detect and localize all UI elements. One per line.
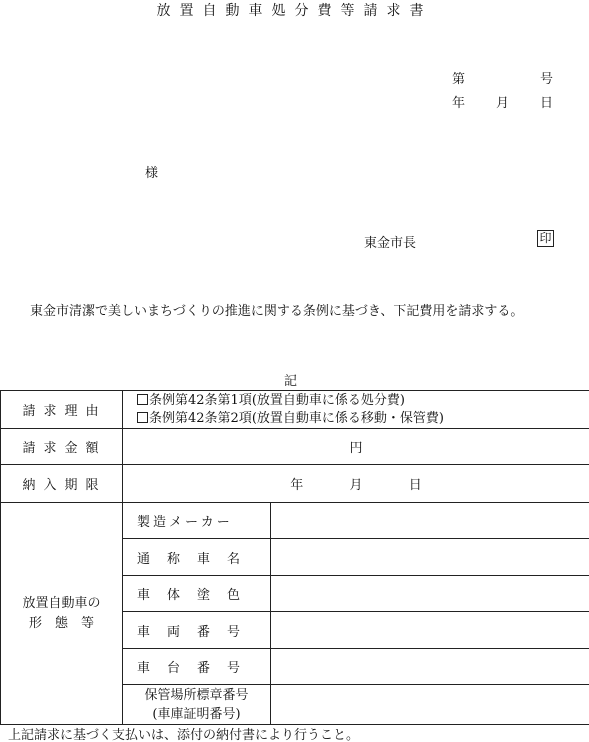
- amount-unit: 円: [349, 441, 363, 456]
- reason-option-1-label: 条例第42条第1項(放置自動車に係る処分費): [149, 392, 405, 408]
- number-suffix: 号: [540, 72, 554, 87]
- invoice-table: [0, 390, 589, 725]
- deadline-row: [1, 465, 589, 503]
- addressee-suffix: 様: [145, 166, 159, 181]
- reason-option-2[interactable]: [137, 410, 589, 428]
- chassis-number-field[interactable]: [271, 649, 589, 685]
- maker-label: 製造メーカー: [123, 503, 271, 539]
- deadline-field[interactable]: [123, 465, 589, 503]
- deadline-year: 年: [290, 478, 304, 493]
- document-title: 放置自動車処分費等請求書: [156, 3, 433, 19]
- deadline-month: 月: [349, 478, 363, 493]
- amount-row: [1, 429, 589, 465]
- storage-label-line2: (車庫証明番号): [152, 706, 241, 722]
- issuer-name: 東金市長: [364, 236, 417, 251]
- reason-options: [123, 391, 589, 429]
- plate-number-field[interactable]: [271, 612, 589, 649]
- footer-note: 上記請求に基づく支払いは、添付の納付書により行うこと。: [8, 728, 360, 742]
- reason-row: [1, 391, 589, 429]
- chassis-number-label: 車台番号: [123, 649, 271, 685]
- deadline-label: 納入期限: [1, 465, 123, 503]
- vehicle-label-line2: 形 態 等: [28, 615, 94, 631]
- maker-field[interactable]: [271, 503, 589, 539]
- ki-heading: 記: [284, 374, 298, 389]
- body-color-field[interactable]: [271, 576, 589, 612]
- storage-label: [123, 685, 271, 725]
- intro-text: 東金市清潔で美しいまちづくりの推進に関する条例に基づき、下記費用を請求する。: [30, 304, 524, 319]
- amount-label: 請求金額: [1, 429, 123, 465]
- checkbox-icon[interactable]: [137, 412, 148, 423]
- car-name-label: 通称車名: [123, 539, 271, 576]
- storage-label-line1: 保管場所標章番号: [144, 687, 249, 703]
- date-year: 年: [452, 96, 466, 111]
- reason-label: 請求理由: [1, 391, 123, 429]
- vehicle-label-line1: 放置自動車の: [22, 595, 101, 611]
- body-color-label: 車体塗色: [123, 576, 271, 612]
- plate-number-label: 車両番号: [123, 612, 271, 649]
- deadline-day: 日: [408, 478, 422, 493]
- reason-option-1[interactable]: [137, 392, 589, 410]
- date-month: 月: [496, 96, 510, 111]
- amount-field[interactable]: [123, 429, 589, 465]
- checkbox-icon[interactable]: [137, 394, 148, 405]
- vehicle-row-maker: [1, 503, 589, 539]
- seal-mark: 印: [537, 230, 554, 247]
- date-day: 日: [540, 96, 554, 111]
- number-prefix: 第: [452, 72, 466, 87]
- vehicle-section-label: [1, 503, 123, 725]
- reason-option-2-label: 条例第42条第2項(放置自動車に係る移動・保管費): [149, 410, 444, 426]
- storage-field[interactable]: [271, 685, 589, 725]
- car-name-field[interactable]: [271, 539, 589, 576]
